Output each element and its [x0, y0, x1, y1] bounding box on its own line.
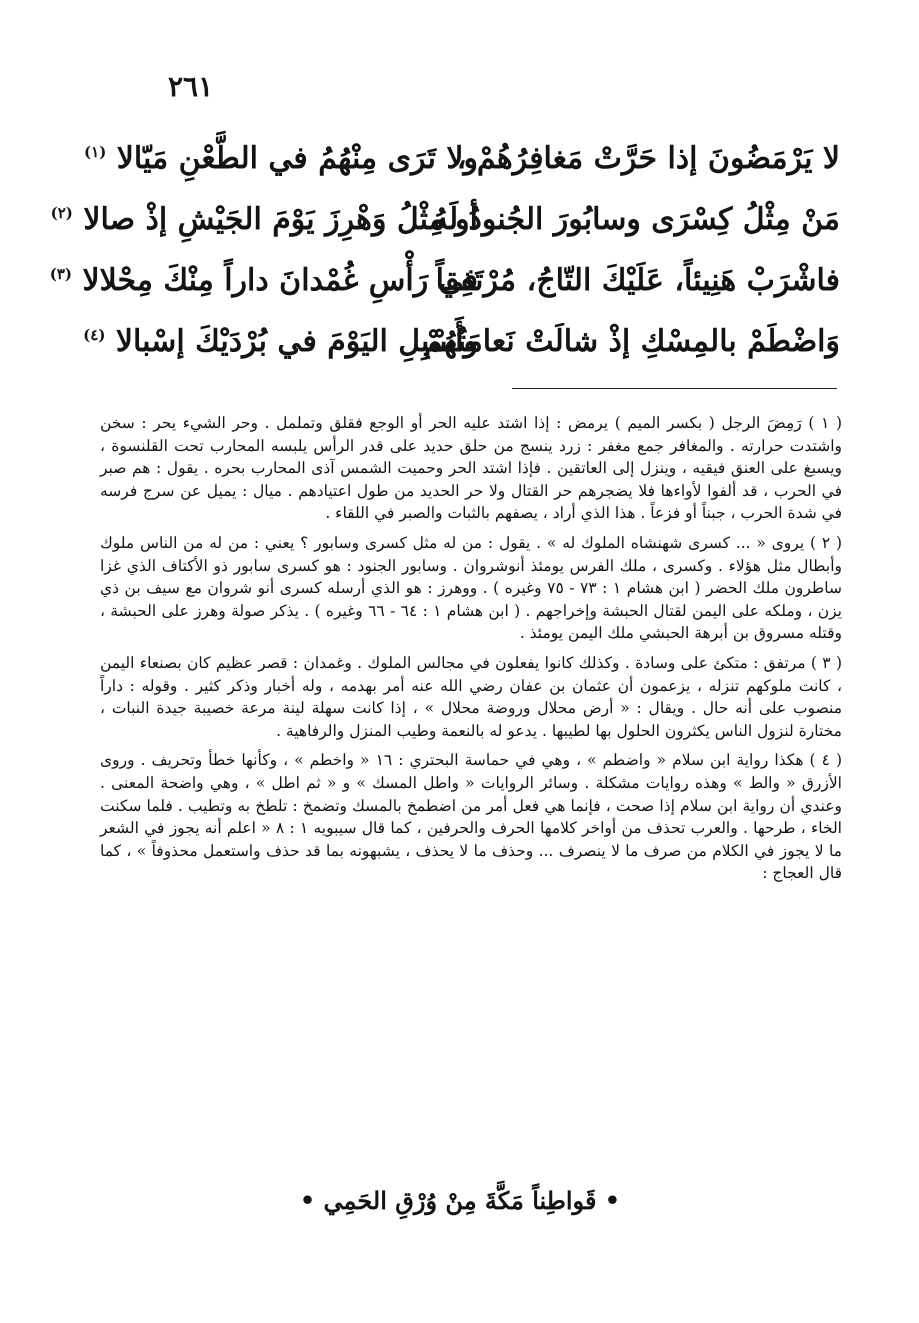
verse-first-hemistich: لا يَرْمَضُونَ إذا حَرَّتْ مَغافِرُهُمْ ، [456, 140, 840, 176]
verse-first-hemistich: فاشْرَبْ هَنِيئاً، عَلَيْكَ التّاجُ، مُرْتَفِقاً [435, 262, 840, 298]
footnote-divider [512, 388, 837, 389]
footnote-3: ( ٣ ) مرتفق : متكئ على وسادة . وكذلك كانوا يفعلون في مجالس الملوك . وغمدان : قصر عظيم كان بصنعاء اليمن ، كانت ملوكهم تنزله ، يزعمون أن عثمان بن عفان رضي الله عنه أمر بهدمه ، وله أخبار وذكر كثير . وقوله : داراً منصوب على أنه حال . ويقال : « أرض محلال وروضة محلال » ، إذا كانت سهلة لينة مرعة خصيبة جيدة النبات ، مختارة لنزول الناس يكثرون الحلول بها لطيبها . يدعو له بالنعمة وطيب المنزل والرفاهية . [100, 653, 842, 740]
footnotes [100, 412, 842, 892]
verse-row [84, 128, 840, 189]
verse-row [83, 311, 840, 372]
quoted-verse: • قَواطِناً مَكَّةَ مِنْ وُرْقِ الحَمِي • [299, 1186, 621, 1215]
footnote-ref: (٣) [49, 264, 73, 283]
verse-row [49, 250, 840, 311]
page-number: ٢٦١ [168, 70, 214, 103]
verse-first-hemistich: وَاضْطَمْ بالمِسْكِ إذْ شالَتْ نَعامَتُهُمْ [423, 323, 840, 359]
verse-second-hemistich: وأَسْبِلِ اليَوْمَ في بُرْدَيْكَ إسْبالا $^{(٤)}$ [83, 323, 478, 359]
footnote-ref: (١) [84, 142, 107, 161]
verse-second-hemistich: ولا تَرَى مِنْهُمُ في الطَّعْنِ مَيّالا $^{(١)}$ [84, 140, 478, 176]
footnote-1: ( ١ ) رَمِضَ الرجل ( بكسر الميم ) يرمض : إذا اشتد عليه الحر أو الوجع فقلق وتململ . وحر الشيء يحر : سخن واشتدت حرارته . والمغافر جمع مغفر : زرد ينسج من حلق حديد على قدر الرأس يلبسه المحارب تحت القلنسوة ، ويسبغ على العنق فيقيه ، وينزل إلى العاتقين . فإذا اشتد الحر وحميت الشمس آذى المحارب بحره . يقول : هم صبر في الحرب ، قد ألفوا لأواءها فلا يضجرهم حر القتال ولا حر الحديد من طول اعتيادهم . ميال : يميل عن سرج فرسه في شدة الحرب ، جبناً أو فزعاً . هذا الذي أراد ، يصفهم بالثبات والصبر في اللقاء . [100, 414, 842, 523]
footnote-ref: (٤) [83, 325, 106, 344]
verse-second-hemistich: أو مِثْلُ وَهْرِزَ يَوْمَ الجَيْشِ إذْ صالا $^{(٢)}$ [50, 201, 478, 237]
verse-second-hemistich: في رَأْسِ غُمْدانَ داراً مِنْكَ مِحْلالا $^{(٣)}$ [49, 262, 478, 298]
poem-verses [49, 128, 840, 373]
verse-row [50, 189, 840, 250]
footnote-ref: (٢) [50, 203, 73, 222]
verse-first-hemistich: مَنْ مِثْلُ كِسْرَى وسابُورَ الجُنودُ لَهُ [432, 201, 840, 237]
footnote-4: ( ٤ ) هكذا رواية ابن سلام « واضطم » ، وهي في حماسة البحتري : ١٦ « واخطم » ، وكأنها خطأ وتحريف . وروى الأزرق « والط » وهذه روايات مشكلة . وسائر الروايات « واطل المسك » و « ثم اطل » ، وهي واضحة المعنى . وعندي أن رواية ابن سلام إذا صحت ، فإنما هي فعل أمر من اضطمخ بالمسك وتضمخ : تلطخ به وتطيب . فلما سكنت الخاء ، طرحها . والعرب تحذف من أواخر كلامها الحرف والحرفين ، كما قال سيبويه ١ : ٨ « اعلم أنه يجوز في الشعر ما لا يجوز في الكلام من صرف ما لا ينصرف ... وحذف ما لا يحذف ، يشبهونه بما قد حذف واستعمل محذوفاً » ، كما قال العجاج : [100, 751, 843, 883]
footnote-2: ( ٢ ) يروى « ... كسرى شهنشاه الملوك له » . يقول : من له مثل كسرى وسابور ؟ يعني : من له من الناس ملوك وأبطال مثل هؤلاء . وكسرى ، ملك الفرس يومئذ أنوشروان . وسابور الجنود : هو كسرى سابور ذو الأكتاف الذي غزا ساطرون ملك الحضر ( ابن هشام ١ : ٧٣ - ٧٥ وغيره ) . ووهرز : هو الذي أرسله كسرى أنو شروان مع سيف بن ذي يزن ، وملكه على اليمن لقتال الحبشة وإخراجهم . ( ابن هشام ١ : ٦٤ - ٦٦ وغيره ) . يذكر صولة وهرز على الحبشة ، وقتله مسروق بن أبرهة الحبشي ملك اليمن يومئذ . [100, 533, 842, 643]
